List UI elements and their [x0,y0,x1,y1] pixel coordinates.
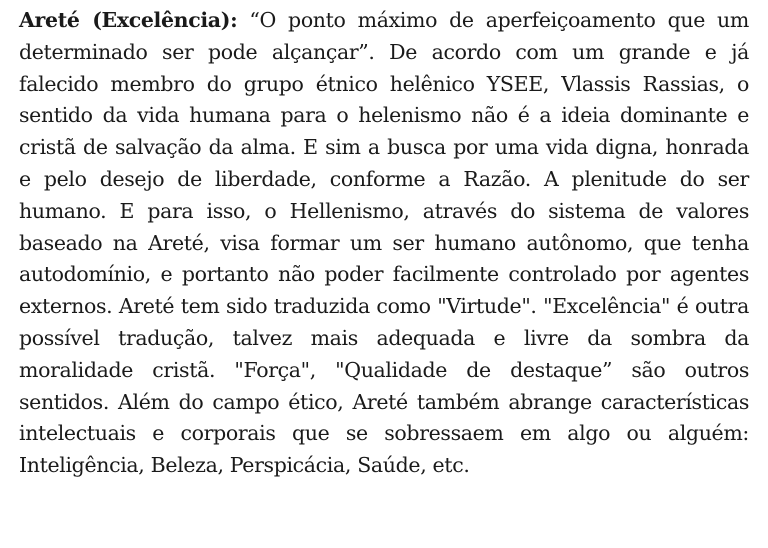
document-paragraph [19,5,749,482]
paragraph-text: “O ponto máximo de aperfeiçoamento que um determinado ser pode alçançar”. De acordo com um grande e já falecido membro do grupo étnico helênico YSEE, Vlassis Rassias, o sentido da vida humana para o helenismo não é a ideia dominante e cristã de salvação da alma. E sim a busca por uma vida digna, honrada e pelo desejo de liberdade, conforme a Razão. A plenitude do ser humano. E para isso, o Hellenismo, através do sistema de valores baseado na Areté, visa formar um ser humano autônomo, que tenha autodomínio, e portanto não poder facilmente controlado por agentes externos. Areté tem sido traduzida como "Virtude". "Excelência" é outra possível tradução, talvez mais adequada e livre da sombra da moralidade cristã. "Força", "Qualidade de destaque” são outros sentidos. Além do campo ético, Areté também abrange características intelectuais e corporais que se sobressaem em algo ou alguém: Inteligência, Beleza, Perspicácia, Saúde, etc. [19,8,749,478]
defined-term: Areté (Excelência): [19,8,238,32]
